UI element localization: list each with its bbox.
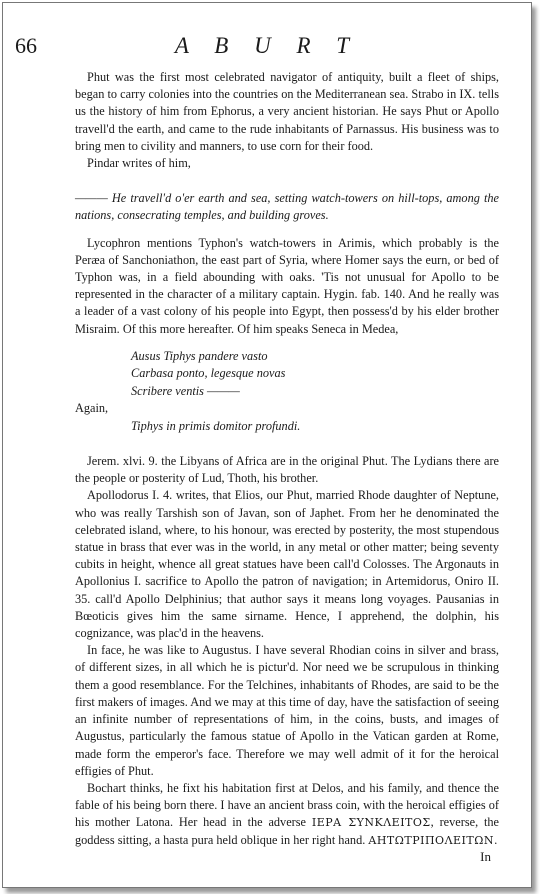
verse-line-4: Tiphys in primis domitor profundi. [131,418,301,433]
verse-line-2: Carbasa ponto, legesque novas [131,366,286,381]
page-number: 66 [15,33,37,58]
catchword: In [480,849,491,864]
again-label: Again, [75,401,109,416]
paragraph-phut: Phut was the first most celebrated navigator of antiquity, built a fleet of ships, began to carry colonies into the countries on the Mediterranean sea. Strabo in IX. tells us the history of him from Ephorus, a very ancient historian. He says Phut or Apollo travell'd the earth, and came to the rude inhabitants of Parnassus. His business was to bring men to civility and manners, to use corn for their food. [75,70,499,153]
paragraph-jeremiah: Jerem. xlvi. 9. the Libyans of Africa are in the original Phut. The Lydians there are the people or posterity of Lud, Thoth, his brother. [75,454,499,486]
page-header [3,29,531,63]
book-page [2,2,532,888]
page-body [75,69,499,849]
paragraph-bochart [75,780,499,849]
verse-line-1: Ausus Tiphys pandere vasto [131,348,268,363]
greek-legend-obverse: ΙΕΡΑ ΣΥΝΚΛΕΙΤΟΣ [311,816,431,830]
running-title: A B U R T [174,33,360,58]
paragraph-augustus: In face, he was like to Augustus. I have several Rhodian coins in silver and brass, of different sizes, in all which he is pictur'd. Nor need we be scrupulous in thinking them a good resemblance. For the Telchines, inhabitants of Rhodes, are said to be the first makers of images. And we may at this time of day, have the satisfaction of seeing an infinite number of representations of him, in the coins, busts, and images of Augustus, particularly the famous statue of Apollo in the Vatican garden at Rome, made form the emperor's face. Therefore we may well admit of it for the heroical effigies of Phut. [75,643,499,778]
bochart-text-2: , reverse, the goddess sitting, a hasta pura held oblique in her right hand. [75,815,500,847]
verse-line-3: Scribere ventis ——— [131,383,240,398]
greek-legend-reverse: ΑΗΤΩΤΡΙΠΟΛΕΙΤΩΝ. [368,833,498,847]
paragraph-apollodorus: Apollodorus I. 4. writes, that Elios, our Phut, married Rhode daughter of Neptune, who was really Tarshish son of Javan, son of Japhet. From her he denominated the celebrated island, where, to his honour, was erected by posterity, the most stupendous statue in brass that ever was in the world, in any metal or other matter; being seventy cubits in height, whence all great statues have been call'd Colosses. The Argonauts in Apollonius I. sacrifice to Apollo the patron of navigation; in Artemidorus, Oniro II. 35. call'd Apollo Delphinius; that author says it means long voyages. Pausanias in Bœoticis gives him the same sirname. Hence, I apprehend, the dolphin, his cognizance, was plac'd in the heavens. [75,488,499,641]
paragraph-lycophron: Lycophron mentions Typhon's watch-towers in Arimis, which probably is the Peræa of Sanchoniathon, the east part of Syria, where Homer says the eurn, or bed of Typhon was, in a field abounding with oaks. 'Tis not unusual for Apollo to be represented in the character of a military captain. Hygin. fab. 140. And he really was a leader of a vast colony of his people into Egypt, then possess'd by his elder brother Misraim. Of this more hereafter. Of him speaks Seneca in Medea, [75,235,499,336]
bochart-text: Bochart thinks, he fixt his habitation first at Delos, and his family, and thence the fable of his being born there. I have an ancient brass coin, with the heroical effigies of his mother Latona. Her head in the adverse [75,780,499,830]
paragraph-pindar: Pindar writes of him, [87,156,191,171]
pindar-quote: ——— He travell'd o'er earth and sea, setting watch-towers on hill-tops, among the nations, consecrating temples, and building groves. [75,191,499,223]
